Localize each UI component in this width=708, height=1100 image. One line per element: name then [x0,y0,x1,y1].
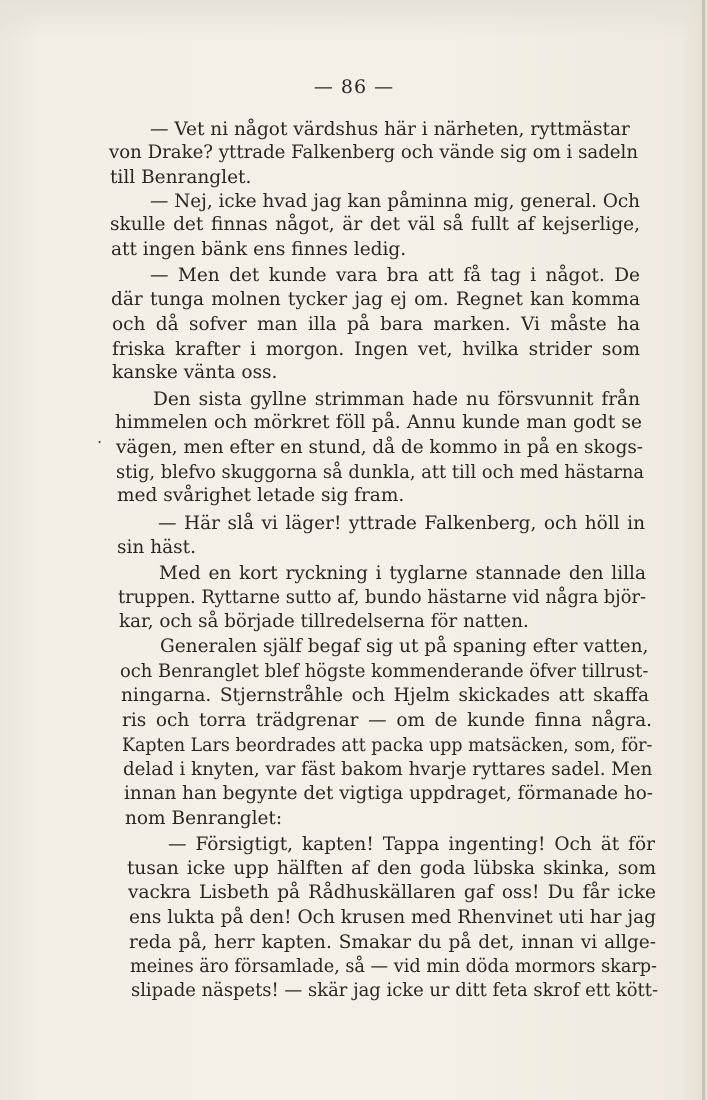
text-line: vägen, men efter en stund, då de kommo in på en skogs- [116,437,643,458]
text-line: Den sista gyllne strimman hade nu försvunnit från [153,389,640,410]
text-line: till Benranglet. [110,167,252,188]
text-line: — Här slå vi läger! yttrade Falkenberg, och höll in [158,513,645,534]
text-line: och Benranglet blef högste kommenderande öfver tillrust- [120,661,649,682]
text-line: friska krafter i morgon. Ingen vet, hvilka strider som [112,339,640,360]
text-line: reda på, herr kapten. Smakar du på det, innan vi allge- [129,932,656,953]
page-number: — 86 — [313,76,395,98]
text-line: ningarna. Stjernstråhle och Hjelm skickades att skaffa [121,685,649,706]
text-line: med svårighet letade sig fram. [117,485,405,506]
text-line: Kapten Lars beordrades att packa upp matsäcken, som, för- [122,735,653,756]
text-line: — Vet ni något värdshus här i närheten, ryttmästar [150,119,630,140]
text-line: kanske vänta oss. [112,362,278,383]
text-line: nom Benranglet: [125,808,283,829]
text-line: truppen. Ryttarne sutto af, bundo hästarne vid några björ- [118,587,646,608]
text-line: innan han begynte det vigtiga uppdraget, förmanade ho- [124,783,653,804]
page-top-shadow [0,0,708,40]
text-line: — Försigtigt, kapten! Tappa ingenting! Och ät för [168,834,655,855]
text-line: von Drake? yttrade Falkenberg och vände sig om i sadeln [109,142,638,163]
text-line: Generalen själf begaf sig ut på spaning efter vatten, [160,636,649,657]
text-line: sin häst. [117,537,196,558]
text-line: kar, och så började tillredelserna för natten. [119,611,529,632]
text-line: tusan icke upp hälften af den goda lübska skinka, som [127,858,656,879]
text-line: att ingen bänk ens finnes ledig. [111,239,407,260]
text-line: vackra Lisbeth på Rådhuskällaren gaf oss! Du får icke [128,882,656,903]
text-line: slipade näspets! — skär jag icke ur ditt feta skrof ett kött- [131,980,658,1001]
text-line: — Nej, icke hvad jag kan påminna mig, general. Och [150,191,640,212]
text-line: delad i knyten, var fäst bakom hvarje ryttares sadel. Men [123,759,653,780]
text-line: ris och torra trädgrenar — om de kunde finna några. [122,710,652,731]
text-line: ens lukta på den! Och krusen med Rhenvinet uti har jag [129,907,656,928]
text-line: meines äro församlade, så — vid min döda mormors skarp- [130,956,657,977]
text-line: Med en kort ryckning i tyglarne stannade den lilla [159,563,646,584]
text-line: himmelen och mörkret föll på. Annu kunde man godt se [115,412,642,433]
text-line: och då sofver man illa på bara marken. Vi måste ha [112,314,640,335]
text-line: skulle det finnas något, är det väl så fullt af kejserlige, [110,214,640,235]
margin-dot: . [97,428,103,447]
text-line: — Men det kunde vara bra att få tag i något. De [150,265,640,286]
text-line: där tunga molnen tycker jag ej om. Regnet kan komma [111,289,640,310]
text-line: stig, blefvo skuggorna så dunkla, att till och med hästarna [116,462,644,483]
page-edge [702,0,705,1100]
